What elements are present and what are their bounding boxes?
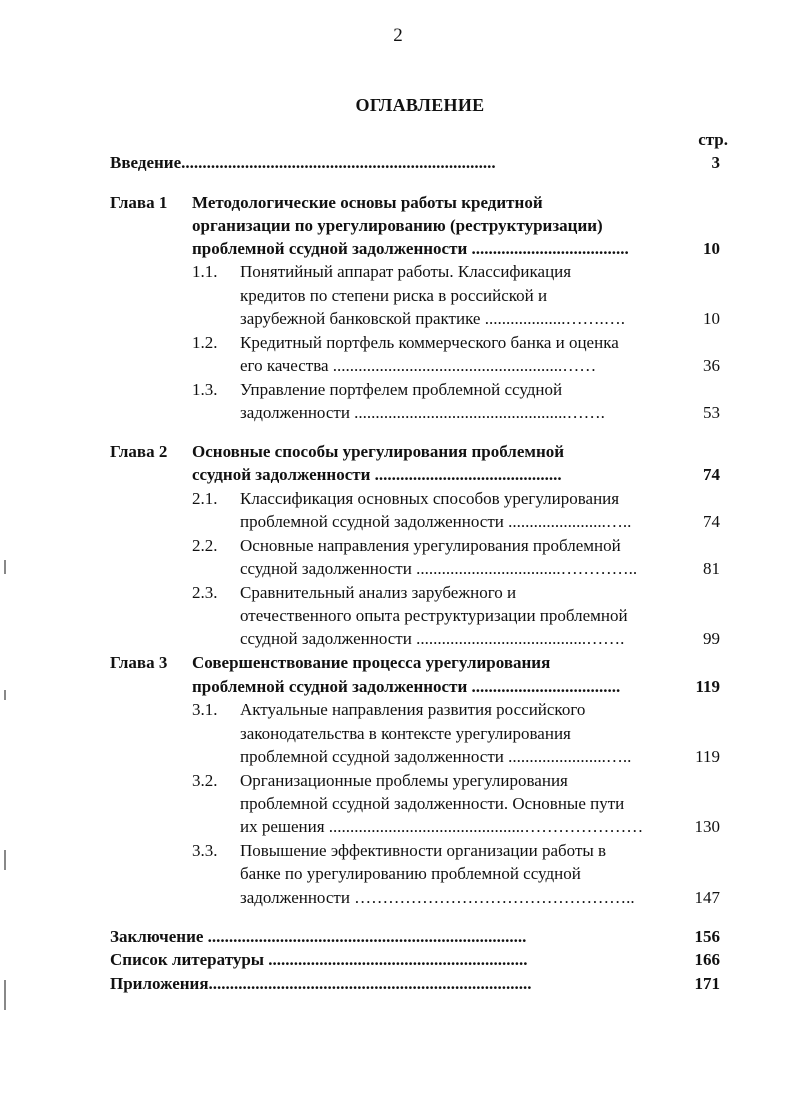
chapter-1-title-line[interactable]: проблемной ссудной задолженности ..................................... (192, 239, 629, 258)
section-title-line[interactable]: Понятийный аппарат работы. Классификация (240, 262, 572, 281)
chapter-1-page: 10 (703, 239, 720, 258)
section-title-line[interactable]: задолженности ..................................................……. (240, 403, 605, 422)
section-page: 81 (703, 559, 720, 578)
section-page: 99 (703, 629, 720, 648)
section-title-line[interactable]: Повышение эффективности организации работы в (240, 841, 607, 860)
chapter-1-title-line[interactable]: Методологические основы работы кредитной (192, 193, 543, 212)
section-title-line[interactable]: их решения ..............................................………………… (240, 817, 644, 836)
section-page: 119 (695, 747, 720, 766)
section-title-line[interactable]: Кредитный портфель коммерческого банка и оценка (240, 333, 619, 352)
section-title-line[interactable]: Сравнительный анализ зарубежного и (240, 583, 517, 602)
scan-artifact (4, 850, 6, 870)
section-title-line[interactable]: Актуальные направления развития российского (240, 700, 586, 719)
chapter-2-page: 74 (703, 465, 720, 484)
toc-entry-conclusion[interactable]: Заключение ........................................................................... (110, 927, 527, 946)
section-number: 2.3. (192, 583, 218, 602)
page-number: 2 (393, 25, 403, 46)
toc-page-conclusion: 156 (694, 927, 720, 946)
section-title-line[interactable]: задолженности ………………………………………….. (240, 888, 635, 907)
chapter-2-label: Глава 2 (110, 442, 168, 461)
chapter-3-title-line[interactable]: Совершенствование процесса урегулирования (192, 653, 551, 672)
scan-artifact (4, 690, 6, 700)
scan-artifact (4, 980, 6, 1010)
section-number: 1.2. (192, 333, 218, 352)
toc-entry-appendices[interactable]: Приложения............................................................................ (110, 974, 532, 993)
chapter-1-title-line[interactable]: организации по урегулированию (реструктуризации) (192, 216, 603, 235)
section-title-line[interactable]: банке по урегулированию проблемной ссудной (240, 864, 581, 883)
section-title-line[interactable]: кредитов по степени риска в российской и (240, 286, 548, 305)
toc-page-references: 166 (694, 950, 720, 969)
scan-artifact (4, 560, 6, 574)
chapter-3-label: Глава 3 (110, 653, 168, 672)
chapter-2-title-line[interactable]: ссудной задолженности ............................................ (192, 465, 562, 484)
section-number: 1.3. (192, 380, 218, 399)
section-title-line[interactable]: зарубежной банковской практике ...................…….…. (240, 309, 625, 328)
section-title-line[interactable]: его качества ......................................................…… (240, 356, 597, 375)
section-number: 3.2. (192, 771, 218, 790)
section-title-line[interactable]: проблемной ссудной задолженности .......................….. (240, 747, 632, 766)
section-page: 10 (703, 309, 720, 328)
toc-page-appendices: 171 (694, 974, 720, 993)
section-number: 1.1. (192, 262, 218, 281)
chapter-2-title-line[interactable]: Основные способы урегулирования проблемной (192, 442, 565, 461)
section-number: 2.1. (192, 489, 218, 508)
chapter-3-title-line[interactable]: проблемной ссудной задолженности ................................... (192, 677, 621, 696)
section-title-line[interactable]: Управление портфелем проблемной ссудной (240, 380, 563, 399)
section-title-line[interactable]: отечественного опыта реструктуризации проблемной (240, 606, 628, 625)
toc-page-intro: 3 (711, 153, 720, 172)
section-number: 2.2. (192, 536, 218, 555)
section-title-line[interactable]: Организационные проблемы урегулирования (240, 771, 568, 790)
section-number: 3.1. (192, 700, 218, 719)
section-number: 3.3. (192, 841, 218, 860)
section-title-line[interactable]: Классификация основных способов урегулирования (240, 489, 620, 508)
section-page: 147 (694, 888, 720, 907)
section-title-line[interactable]: проблемной ссудной задолженности .......................….. (240, 512, 632, 531)
section-title-line[interactable]: проблемной ссудной задолженности. Основные пути (240, 794, 625, 813)
toc-entry-intro[interactable]: Введение.......................................................................... (110, 153, 496, 172)
section-title-line[interactable]: ссудной задолженности ........................................……. (240, 629, 625, 648)
chapter-1-label: Глава 1 (110, 193, 168, 212)
section-page: 53 (703, 403, 720, 422)
section-page: 130 (694, 817, 720, 836)
section-page: 74 (703, 512, 720, 531)
section-page: 36 (703, 356, 720, 375)
section-title-line[interactable]: ссудной задолженности ..................................………….. (240, 559, 638, 578)
section-title-line[interactable]: законодательства в контексте урегулирования (240, 724, 571, 743)
page-column-label: стр. (698, 130, 728, 149)
toc-entry-references[interactable]: Список литературы ............................................................. (110, 950, 528, 969)
chapter-3-page: 119 (695, 677, 720, 696)
section-title-line[interactable]: Основные направления урегулирования проблемной (240, 536, 621, 555)
toc-title: ОГЛАВЛЕНИЕ (355, 95, 485, 115)
